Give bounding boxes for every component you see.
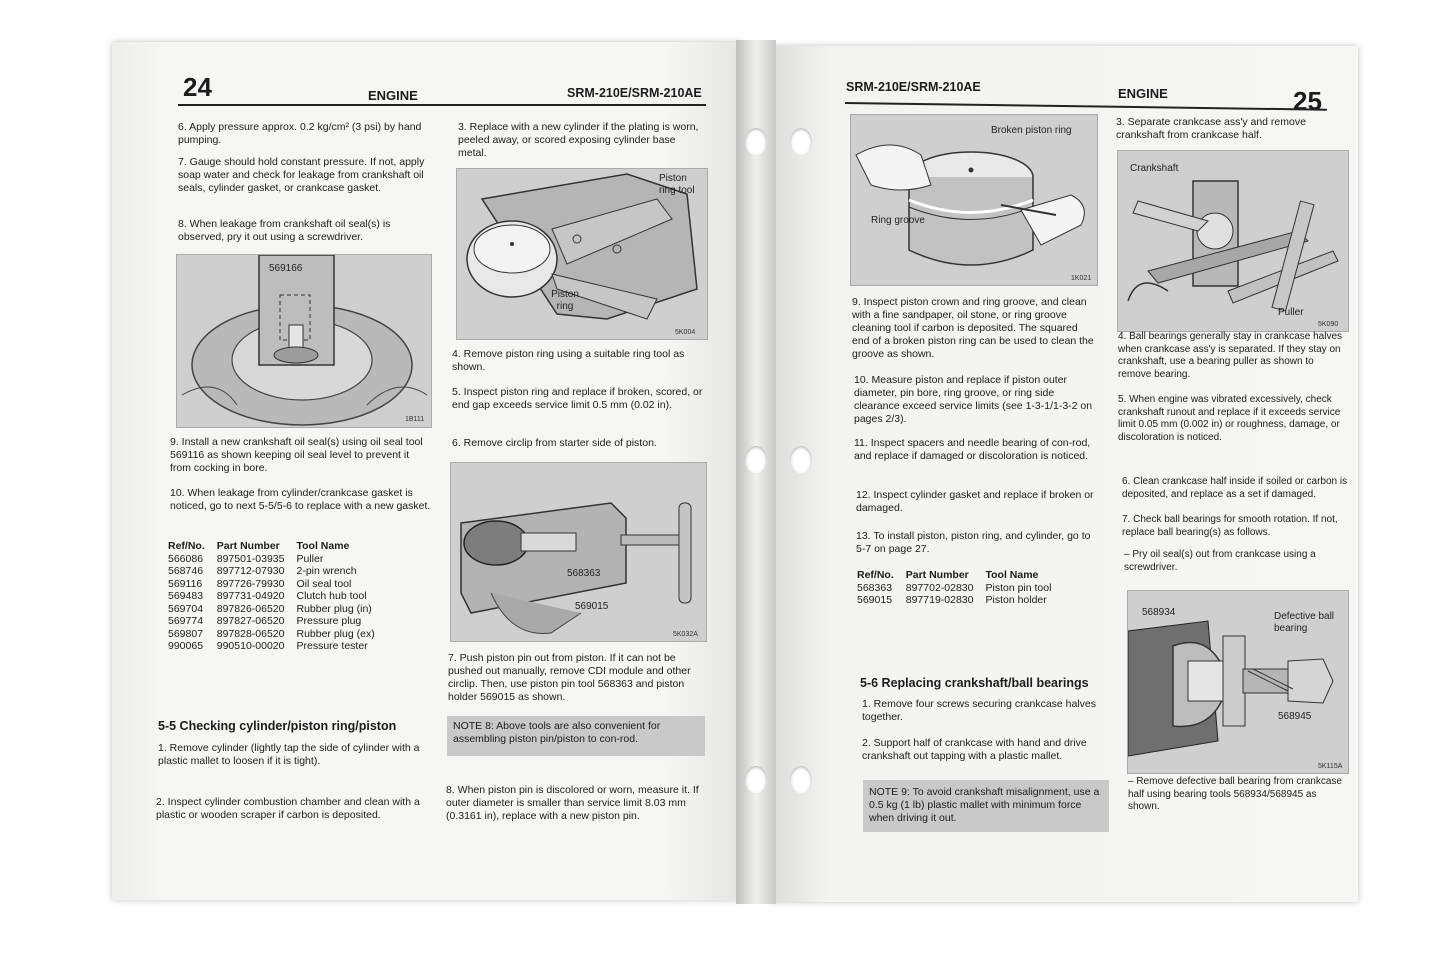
binder-hole: [745, 128, 767, 156]
step-9: 9. Install a new crankshaft oil seal(s) using oil seal tool 569116 as shown keeping oil seal level to prevent it from cocking in bore.: [170, 436, 423, 474]
step-8: 8. When leakage from crankshaft oil seal(s) is observed, pry it out using a screwdriver.: [178, 218, 391, 243]
cyl-step-4: 4. Remove piston ring using a suitable ring tool as shown.: [452, 348, 685, 373]
table-row: 569774 897827-06520 Pressure plug: [168, 615, 362, 627]
cyl-step-8: 8. When piston pin is discolored or worn, measure it. If outer diameter is smaller than service limit 8.03 mm (0.3161 in), replace with a new piston pin.: [446, 784, 699, 822]
piston-step-11: 11. Inspect spacers and needle bearing of con-rod, and replace if damaged or discoloration is noticed.: [854, 437, 1091, 462]
figure-code: 1B111: [405, 416, 425, 423]
binder-hole: [790, 766, 812, 794]
piston-step-13: 13. To install piston, piston ring, and cylinder, go to 5-7 on page 27.: [856, 530, 1091, 555]
table-header: Tool Name: [985, 569, 1039, 581]
cyl-step-7: 7. Push piston pin out from piston. If it can not be pushed out manually, remove CDI module and other circlip. Then, use piston pin tool 568363 and piston holder 569015 as shown.: [448, 652, 691, 703]
bearing-step-5: 5. When engine was vibrated excessively, check crankshaft runout and replace if it exceeds service limit 0.05 mm (0.002 in) or roughness, damage, or discoloration is noticed.: [1118, 394, 1341, 443]
table-row: 566086 897501-03935 Puller: [168, 552, 324, 565]
table-row: 569704 897826-06520 Rubber plug (in): [168, 602, 372, 615]
table-header: Ref/No.: [168, 540, 205, 552]
figure-label: Defective ball bearing: [1274, 611, 1335, 634]
bearing-step-2: 2. Support half of crankcase with hand and drive crankshaft out tapping with a plastic mallet.: [862, 737, 1087, 762]
piston-step-9: 9. Inspect piston crown and ring groove, and clean with a fine sandpaper, oil stone, or ring groove cleaning tool if carbon is deposited. The squared end of a broken piston ring can be used to clean the groove as shown.: [852, 296, 1094, 360]
page-number-right: 25: [1293, 86, 1322, 116]
binder-hole: [790, 128, 812, 156]
tool-table-left: [168, 540, 387, 653]
table-row: 569015 897719-02830 Piston holder: [857, 594, 1047, 606]
table-row: 569807 897828-06520 Rubber plug (ex): [168, 627, 375, 640]
section-header-left: ENGINE: [368, 88, 418, 103]
table-row: 568746 897712-07930 2-pin wrench: [168, 565, 357, 577]
figure-code: 5K004: [675, 329, 696, 336]
step-7: 7. Gauge should hold constant pressure. If not, apply soap water and check for leakage from crankshaft oil seals, cylinder gasket, or crankcase gasket.: [178, 156, 425, 194]
figure-label: 568363: [567, 568, 601, 579]
figure-code: 5K032A: [673, 631, 698, 638]
figure-label: 569015: [575, 601, 609, 612]
note-9: NOTE 9: To avoid crankshaft misalignment, use a 0.5 kg (1 lb) plastic mallet with minimum force when driving it out.: [863, 780, 1109, 832]
cyl-step-2: 2. Inspect cylinder combustion chamber and clean with a plastic or wooden scraper if carbon is deposited.: [156, 796, 420, 821]
table-header: Part Number: [905, 569, 969, 581]
bearing-step-1: 1. Remove four screws securing crankcase halves together.: [862, 698, 1097, 723]
figure-label: Broken piston ring: [991, 125, 1072, 136]
note-8: NOTE 8: Above tools are also convenient for assembling piston pin/piston to con-rod.: [447, 716, 705, 756]
table-row: 568363 897702-02830 Piston pin tool: [857, 581, 1052, 594]
cyl-step-3: 3. Replace with a new cylinder if the plating is worn, peeled away, or scored exposing cylinder base metal.: [458, 121, 699, 159]
model-header-left: SRM-210E/SRM-210AE: [567, 86, 702, 100]
figure-label: Puller: [1278, 307, 1304, 318]
figure-label: 568934: [1142, 607, 1176, 618]
page-number-left: 24: [183, 72, 212, 102]
figure-broken-ring: [850, 114, 1098, 286]
bearing-step-7a: – Pry oil seal(s) out from crankcase using a screwdriver.: [1124, 549, 1316, 573]
figure-code: 5K090: [1318, 321, 1339, 328]
table-header: Ref/No.: [857, 569, 894, 581]
header-rule-left: [178, 104, 706, 106]
cyl-step-1: 1. Remove cylinder (lightly tap the side of cylinder with a plastic mallet to loosen if it is tight).: [158, 742, 420, 767]
bearing-step-7b: – Remove defective ball bearing from crankcase half using bearing tools 568934/568945 as shown.: [1128, 776, 1342, 812]
bearing-step-7: 7. Check ball bearings for smooth rotation. If not, replace ball bearing(s) as follows.: [1122, 514, 1338, 538]
table-row: 990065 990510-00020 Pressure tester: [168, 640, 368, 652]
section-title-5-5: 5-5 Checking cylinder/piston ring/piston: [158, 719, 397, 733]
model-header-right: SRM-210E/SRM-210AE: [846, 80, 981, 94]
table-header: Tool Name: [296, 540, 350, 552]
binder-hole: [790, 446, 812, 474]
cyl-step-6: 6. Remove circlip from starter side of piston.: [452, 437, 657, 449]
figure-bearing-tool: [1127, 590, 1349, 774]
binder-hole: [745, 766, 767, 794]
bearing-step-3: 3. Separate crankcase ass'y and remove crankshaft from crankcase half.: [1116, 116, 1306, 141]
figure-piston-ring-tool: [456, 168, 708, 340]
section-header-right: ENGINE: [1118, 86, 1168, 101]
binder-hole: [745, 446, 767, 474]
figure-code: 1K021: [1071, 275, 1092, 282]
step-10: 10. When leakage from cylinder/crankcase gasket is noticed, go to next 5-5/5-6 to replace with a new gasket.: [170, 487, 431, 512]
piston-step-12: 12. Inspect cylinder gasket and replace if broken or damaged.: [856, 489, 1094, 514]
figure-label: 569166: [269, 263, 303, 274]
figure-crankshaft-puller: [1117, 150, 1349, 332]
section-title-5-6: 5-6 Replacing crankshaft/ball bearings: [860, 676, 1089, 690]
table-row: 569116 897726-79930 Oil seal tool: [168, 577, 352, 590]
figure-label: Piston ring tool: [659, 173, 695, 196]
figure-code: 5K115A: [1318, 763, 1343, 770]
bearing-step-6: 6. Clean crankcase half inside if soiled or carbon is deposited, and replace as a set if damaged.: [1122, 476, 1348, 500]
tool-table-right: [857, 569, 1063, 607]
table-row: 569483 897731-04920 Clutch hub tool: [168, 590, 367, 602]
step-6: 6. Apply pressure approx. 0.2 kg/cm² (3 psi) by hand pumping.: [178, 121, 422, 146]
cyl-step-5: 5. Inspect piston ring and replace if broken, scored, or end gap exceeds service limit 0.5 mm (0.02 in).: [452, 386, 703, 411]
table-header: Part Number: [216, 540, 280, 552]
figure-oil-seal-tool: [176, 254, 432, 428]
figure-label: Crankshaft: [1130, 163, 1179, 174]
figure-label: Ring groove: [871, 215, 925, 226]
piston-step-10: 10. Measure piston and replace if piston outer diameter, pin bore, ring groove, or ring side clearance exceed service limits (see 1-3-1/1-3-2 on pages 2/3).: [854, 374, 1093, 425]
bearing-step-4: 4. Ball bearings generally stay in crankcase halves when crankcase ass'y is separated. If they stay on crankshaft, use a bearing puller as shown to remove bearing.: [1118, 331, 1343, 380]
figure-label: Piston ring: [551, 289, 579, 312]
figure-label: 568945: [1278, 711, 1312, 722]
figure-piston-pin-tool: [450, 462, 707, 642]
